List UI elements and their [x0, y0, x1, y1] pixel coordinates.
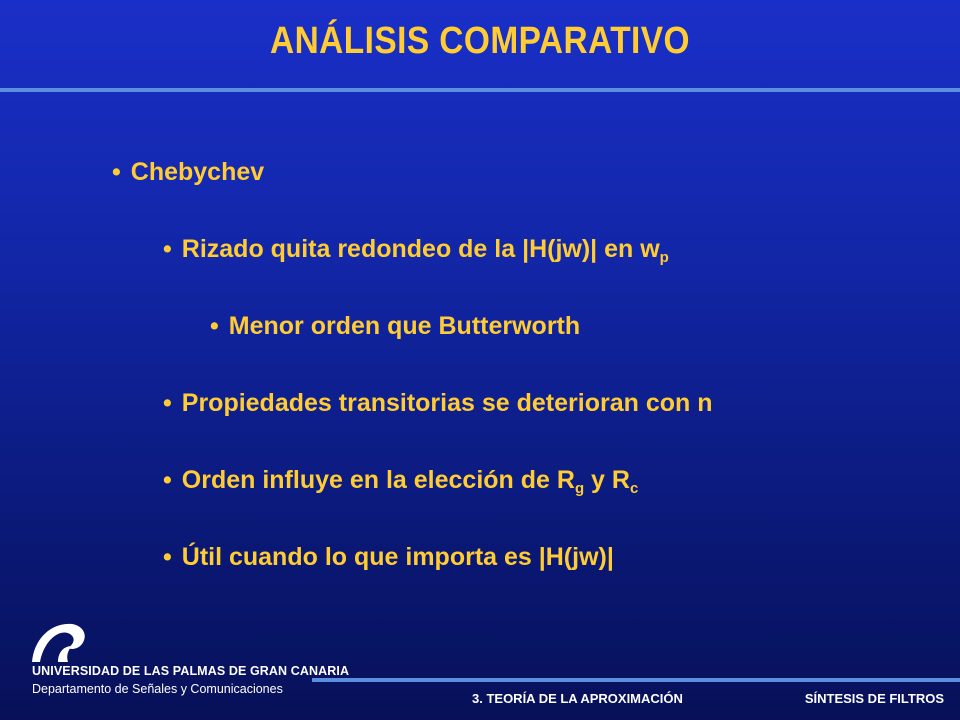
bullet-text: y R — [584, 466, 630, 494]
bullet-text: Útil cuando lo que importa es |H(jw)| — [181, 543, 614, 571]
department-name: Departamento de Señales y Comunicaciones — [32, 682, 283, 696]
bullet-dot: • — [163, 543, 172, 571]
bullet-text: Menor orden que Butterworth — [228, 312, 581, 340]
bullet-rizado — [163, 235, 669, 266]
bullet-dot: • — [163, 389, 172, 417]
bullet-dot: • — [210, 312, 219, 340]
footer-section: 3. TEORÍA DE LA APROXIMACIÓN — [472, 691, 683, 706]
bullet-text: Rizado quita redondeo de la |H(jw)| en w — [181, 235, 660, 263]
university-logo — [24, 616, 350, 706]
ulpgc-logo-icon — [28, 616, 92, 664]
bullet-menor-orden — [210, 312, 580, 341]
bullet-chebychev — [112, 158, 264, 187]
bullet-dot: • — [163, 466, 172, 494]
bullet-propiedades — [163, 389, 712, 418]
bullet-text: Propiedades transitorias se deterioran con n — [181, 389, 713, 417]
bullet-subscript: g — [574, 480, 585, 497]
title-divider — [0, 88, 960, 92]
bullet-subscript: c — [629, 480, 639, 497]
bullet-dot: • — [163, 235, 172, 263]
footer-course: SÍNTESIS DE FILTROS — [804, 691, 944, 706]
bullet-util — [163, 543, 614, 572]
footer-divider — [312, 678, 960, 682]
slide-title: ANÁLISIS COMPARATIVO — [269, 20, 690, 62]
university-name: UNIVERSIDAD DE LAS PALMAS DE GRAN CANARIA — [32, 664, 350, 678]
bullet-text: Orden influye en la elección de R — [181, 466, 575, 494]
bullet-dot: • — [112, 158, 121, 186]
bullet-text: Chebychev — [130, 158, 265, 186]
bullet-orden-influye — [163, 466, 638, 497]
bullet-subscript: p — [659, 249, 669, 266]
